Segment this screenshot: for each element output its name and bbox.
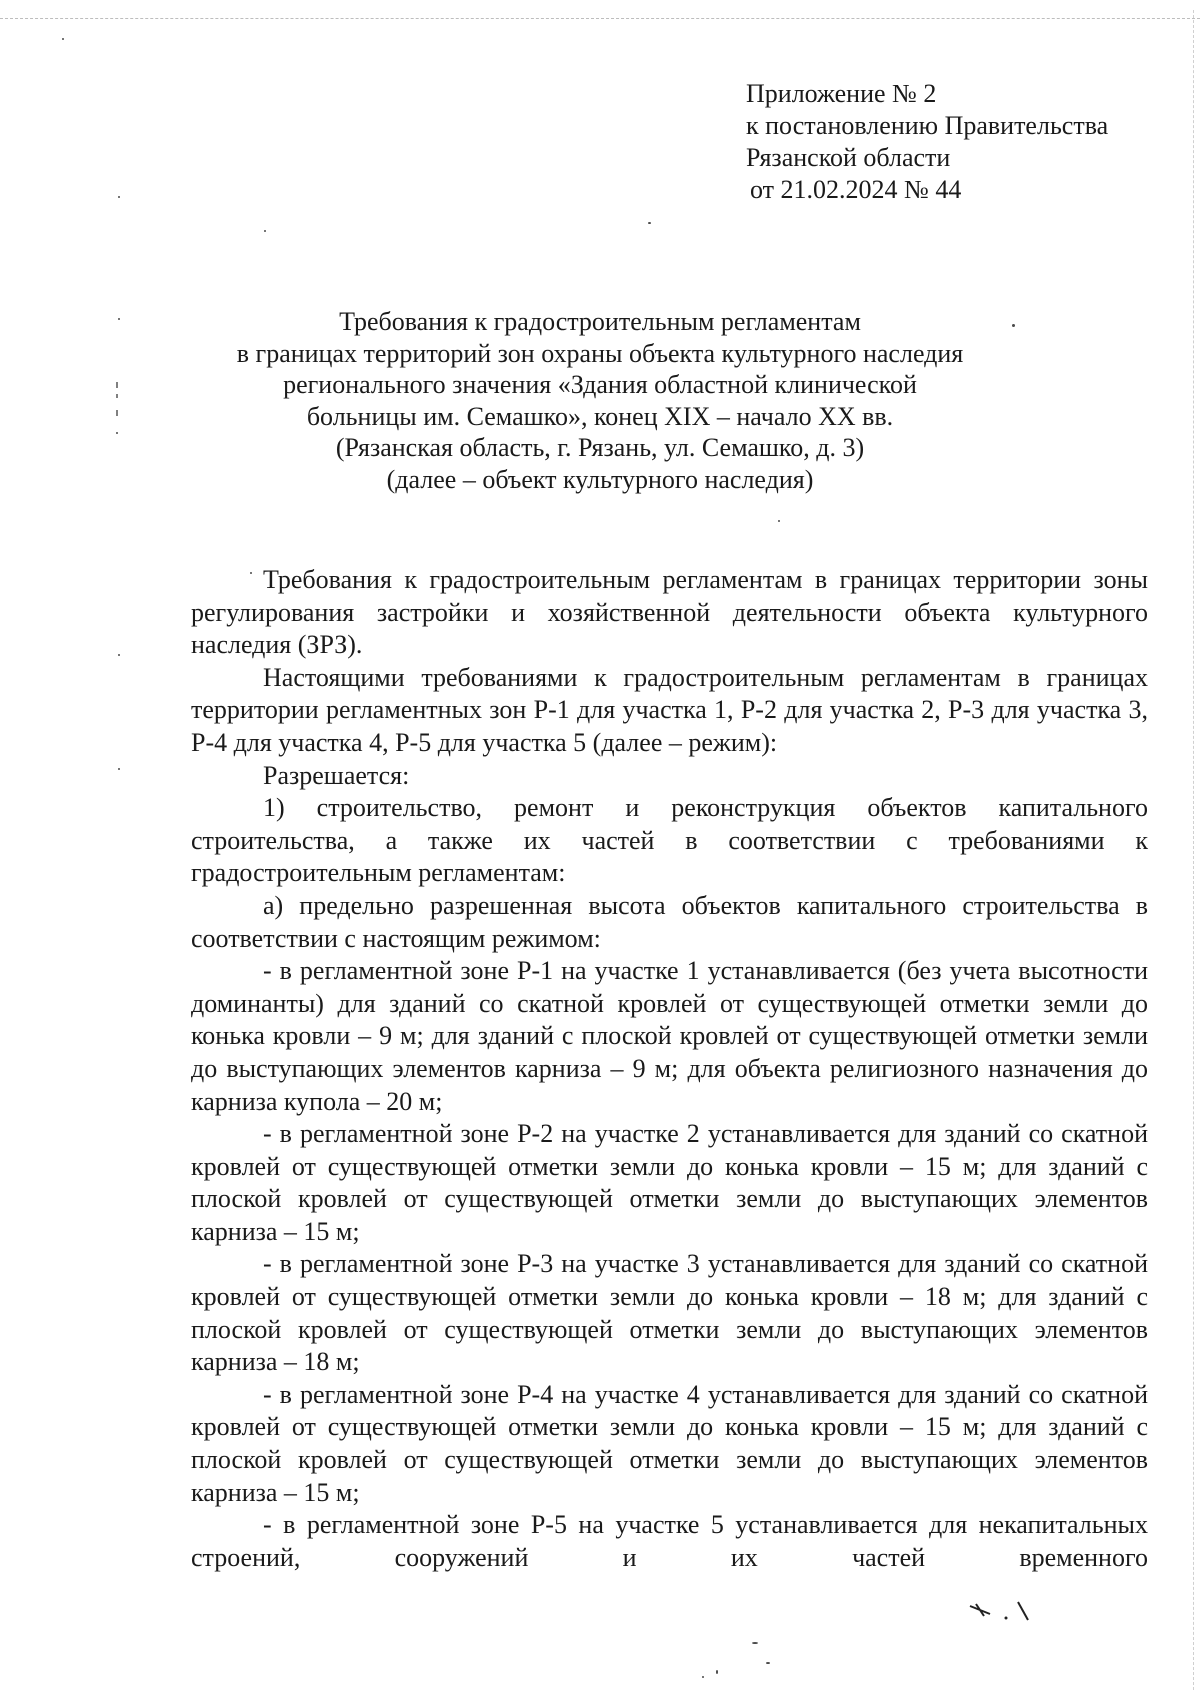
scan-speck — [766, 1662, 770, 1664]
scan-margin-marks — [110, 380, 124, 420]
paragraph-item-1: 1) строительство, ремонт и реконструкция объектов капитального строительства, а также их частей в соответствии с требованиями к градостроительным регламентам: — [191, 793, 1148, 888]
scan-speck — [62, 38, 64, 40]
document-body — [191, 564, 1148, 1574]
title-line-2: в границах территорий зон охраны объекта культурного наследия — [236, 338, 964, 368]
scan-speck — [648, 222, 651, 224]
paragraph-zone-p3: - в регламентной зоне Р-3 на участке 3 устанавливается для зданий со скатной кровлей от существующей отметки земли до конька кровли – 18 м; для зданий с плоской кровлей от существующей отметки земли до выступающих элементов карниза – 18 м; — [191, 1249, 1148, 1377]
paragraph-zone-p5: - в регламентной зоне Р-5 на участке 5 устанавливается для некапитальных строений, сооружений и их частей временного — [191, 1510, 1148, 1572]
title-line-4: больницы им. Семашко», конец XIX – начало XX вв. — [306, 401, 894, 431]
scan-speck — [118, 196, 120, 198]
paragraph-item-a: а) предельно разрешенная высота объектов капитального строительства в соответствии с настоящим режимом: — [191, 890, 1148, 953]
scan-speck — [118, 768, 120, 770]
scan-top-edge — [0, 18, 1200, 19]
scan-speck — [118, 654, 120, 656]
scan-speck — [264, 230, 266, 232]
scan-speck — [716, 1670, 718, 1674]
paragraph-zone-p4: - в регламентной зоне Р-4 на участке 4 устанавливается для зданий со скатной кровлей от существующей отметки земли до конька кровли – 15 м; для зданий с плоской кровлей от существующей отметки земли до выступающих элементов карниза – 15 м; — [191, 1379, 1148, 1507]
paragraph-regime: Настоящими требованиями к градостроительным регламентам в границах территории регламентных зон Р-1 для участка 1, Р-2 для участка 2, Р-3 для участка 3, Р-4 для участка 4, Р-5 для участка 5 (далее – режим): — [191, 662, 1148, 757]
title-line-6: (далее – объект культурного наследия) — [386, 464, 814, 494]
title-line-1: Требования к градостроительным регламентам — [339, 307, 861, 336]
scan-speck — [1012, 324, 1015, 327]
scan-speck — [702, 1676, 704, 1678]
paragraph-zone-p2: - в регламентной зоне Р-2 на участке 2 устанавливается для зданий со скатной кровлей от существующей отметки земли до конька кровли – 15 м; для зданий с плоской кровлей от существующей отметки земли до выступающих элементов карниза – 15 м; — [191, 1119, 1148, 1246]
document-title — [190, 306, 1010, 495]
paragraph-allowed: Разрешается: — [263, 760, 410, 790]
scan-speck — [250, 572, 252, 574]
scan-speck — [752, 1642, 758, 1644]
appendix-date: от 21.02.2024 № 44 — [750, 175, 962, 204]
paragraph-intro: Требования к градостроительным регламентам в границах территории зоны регулирования застройки и хозяйственной деятельности объекта культурного наследия (ЗРЗ). — [191, 565, 1148, 660]
handwritten-mark — [966, 1598, 1046, 1638]
scan-right-edge — [1193, 10, 1194, 1690]
appendix-region: Рязанской области — [746, 143, 951, 172]
appendix-reference: к постановлению Правительства — [746, 111, 1109, 140]
appendix-header — [746, 78, 1108, 206]
title-line-3: регионального значения «Здания областной клинической — [283, 370, 917, 399]
paragraph-zone-p1: - в регламентной зоне Р-1 на участке 1 устанавливается (без учета высотности доминанты) для зданий со скатной кровлей от существующей отметки земли до конька кровли – 9 м; для зданий с плоской кровлей от существующей отметки земли до выступающих элементов карниза – 9 м; для объекта религиозного назначения до карниза купола – 20 м; — [191, 956, 1148, 1116]
title-line-5: (Рязанская область, г. Рязань, ул. Семашко, д. 3) — [335, 433, 865, 462]
scan-speck — [116, 432, 118, 434]
scan-speck — [778, 520, 780, 522]
scan-speck — [118, 318, 120, 320]
appendix-number: Приложение № 2 — [746, 79, 937, 108]
